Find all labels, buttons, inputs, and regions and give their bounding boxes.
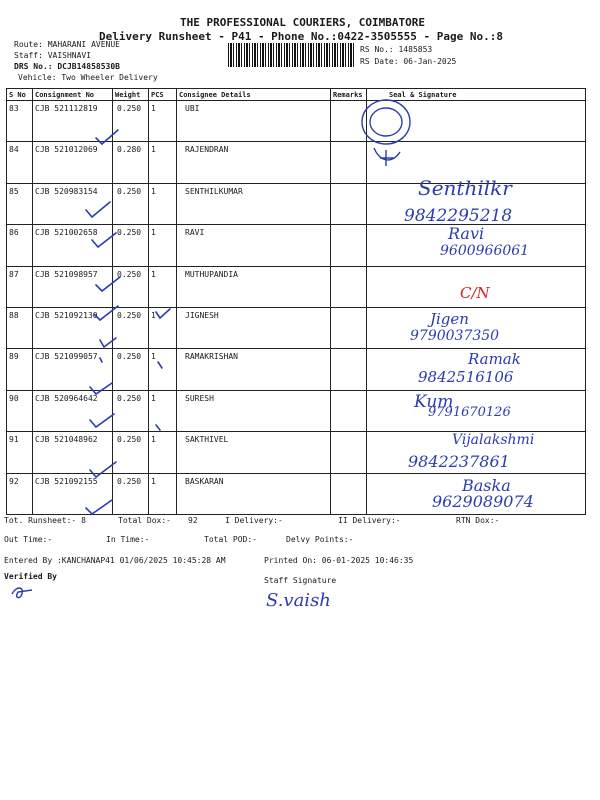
- verifier-signature: [8, 582, 38, 602]
- rs-number: RS No.: 1485853: [360, 45, 433, 54]
- staff-signature: S.vaish: [266, 590, 331, 611]
- row-sno: 88: [7, 307, 33, 348]
- phone-sakthivel: 9842237861: [408, 452, 510, 471]
- row-consignment: CJB 521092155: [33, 473, 113, 514]
- row-consignee: SENTHILKUMAR: [177, 183, 331, 224]
- row-pcs: 1: [149, 183, 177, 224]
- row-sno: 91: [7, 432, 33, 473]
- signature-sakthivel: Vijalakshmi: [452, 432, 535, 448]
- drs-number: DRS No.: DCJB14858530B: [14, 62, 120, 71]
- tot-runsheet: Tot. Runsheet:- 8: [4, 516, 86, 525]
- col-remarks: Remarks: [331, 89, 367, 101]
- entered-by: Entered By :KANCHANAP41 01/06/2025 10:45:28 AM: [4, 556, 226, 565]
- row-pcs: 1: [149, 307, 177, 348]
- check-mark: [96, 277, 120, 291]
- phone-suresh: 9791670126: [428, 405, 511, 420]
- row-weight: 0.250: [113, 432, 149, 473]
- row-consignee: RAMAKRISHAN: [177, 349, 331, 390]
- col-pcs: PCS: [149, 89, 177, 101]
- row-weight: 0.250: [113, 390, 149, 431]
- row-pcs: 1: [149, 473, 177, 514]
- row-remarks: [331, 432, 367, 473]
- row-sno: 90: [7, 390, 33, 431]
- check-mark: [156, 309, 170, 318]
- row-consignment: CJB 520964642: [33, 390, 113, 431]
- check-mark: [90, 383, 112, 394]
- row-consignment: CJB 521099057: [33, 349, 113, 390]
- row-pcs: 1: [149, 432, 177, 473]
- row-consignee: SURESH: [177, 390, 331, 431]
- printed-on: Printed On: 06-01-2025 10:46:35: [264, 556, 414, 565]
- rs-date: RS Date: 06-Jan-2025: [360, 57, 457, 66]
- row-sno: 84: [7, 142, 33, 183]
- rtn-dox: RTN Dox:-: [456, 516, 500, 525]
- staff-signature-label: Staff Signature: [264, 576, 337, 585]
- phone-jignesh: 9790037350: [410, 328, 500, 344]
- row-remarks: [331, 390, 367, 431]
- row-weight: 0.250: [113, 307, 149, 348]
- row-sno: 86: [7, 225, 33, 266]
- col-weight: Weight: [113, 89, 149, 101]
- signature-jignesh: Jigen: [430, 310, 469, 328]
- row-consignment: CJB 521098957: [33, 266, 113, 307]
- out-time: Out Time:-: [4, 535, 53, 544]
- signature-ravi: Ravi: [448, 224, 485, 243]
- col-consignee: Consignee Details: [177, 89, 331, 101]
- check-mark: [100, 338, 116, 347]
- row-consignment: CJB 520983154: [33, 183, 113, 224]
- courier-stamp: [356, 92, 416, 172]
- runsheet-title: Delivery Runsheet - P41 - Phone No.:0422-3505555 - Page No.:8: [99, 30, 503, 43]
- row-sno: 87: [7, 266, 33, 307]
- row-consignment: CJB 521048962: [33, 432, 113, 473]
- row-consignment: CJB 521092130: [33, 307, 113, 348]
- in-time: In Time:-: [106, 535, 150, 544]
- row-consignee: RAJENDRAN: [177, 142, 331, 183]
- signature-ramakrishan: Ramak: [468, 350, 521, 368]
- phone-baskaran: 9629089074: [432, 492, 534, 511]
- check-mark: [86, 500, 112, 514]
- signature-suresh: Kum: [414, 392, 454, 412]
- col-consignment: Consignment No: [33, 89, 113, 101]
- row-pcs: 1: [149, 225, 177, 266]
- row-sno: 85: [7, 183, 33, 224]
- check-mark: [100, 358, 102, 362]
- row-consignee: JIGNESH: [177, 307, 331, 348]
- check-mark: [96, 130, 118, 144]
- check-mark: [90, 414, 114, 427]
- staff-label: Staff: VAISHNAVI: [14, 51, 92, 60]
- row-weight: 0.250: [113, 349, 149, 390]
- ii-delivery: II Delivery:-: [338, 516, 401, 525]
- phone-ravi: 9600966061: [440, 243, 530, 259]
- check-mark: [92, 233, 116, 247]
- col-signature: Seal & Signature: [367, 89, 586, 101]
- row-pcs: 1: [149, 266, 177, 307]
- barcode: [228, 43, 356, 67]
- row-consignment: CJB 521002658: [33, 225, 113, 266]
- row-sno: 83: [7, 101, 33, 142]
- row-weight: 0.250: [113, 225, 149, 266]
- row-pcs: 1: [149, 349, 177, 390]
- row-consignee: MUTHUPANDIA: [177, 266, 331, 307]
- signature-baskaran: Baska: [462, 476, 511, 495]
- row-sno: 89: [7, 349, 33, 390]
- row-weight: 0.250: [113, 101, 149, 142]
- row-consignee: BASKARAN: [177, 473, 331, 514]
- row-weight: 0.250: [113, 266, 149, 307]
- check-mark: [156, 425, 160, 430]
- row-remarks: [331, 307, 367, 348]
- row-remarks: [331, 225, 367, 266]
- route-label: Route: MAHARANI AVENUE: [14, 40, 120, 49]
- check-mark: [94, 306, 118, 320]
- phone-senthil: 9842295218: [404, 206, 513, 226]
- row-sno: 92: [7, 473, 33, 514]
- row-consignee: RAVI: [177, 225, 331, 266]
- row-weight: 0.280: [113, 142, 149, 183]
- total-dox-label: Total Dox:-: [118, 516, 171, 525]
- company-name: THE PROFESSIONAL COURIERS, COIMBATORE: [180, 16, 426, 29]
- total-dox-value: 92: [188, 516, 198, 525]
- signature-senthil: Senthilkr: [418, 176, 512, 200]
- row-consignee: UBI: [177, 101, 331, 142]
- check-mark: [158, 362, 162, 368]
- check-mark: [86, 202, 110, 217]
- checkmarks: [60, 100, 180, 520]
- row-weight: 0.250: [113, 473, 149, 514]
- row-consignee: SAKTHIVEL: [177, 432, 331, 473]
- row-remarks: [331, 266, 367, 307]
- row-remarks: [331, 183, 367, 224]
- row-remarks: [331, 349, 367, 390]
- row-remarks: [331, 473, 367, 514]
- col-sno: S No: [7, 89, 33, 101]
- row-consignment: CJB 521112819: [33, 101, 113, 142]
- phone-ramakrishan: 9842516106: [418, 368, 514, 386]
- row-weight: 0.250: [113, 183, 149, 224]
- check-mark: [90, 462, 116, 477]
- row-pcs: 1: [149, 142, 177, 183]
- cn-remark: C/N: [460, 284, 490, 302]
- row-consignment: CJB 521012069: [33, 142, 113, 183]
- verified-by: Verified By: [4, 572, 57, 581]
- total-pod: Total POD:-: [204, 535, 257, 544]
- delvy-points: Delvy Points:-: [286, 535, 354, 544]
- vehicle-label: Vehicle: Two Wheeler Delivery: [18, 73, 158, 82]
- i-delivery: I Delivery:-: [225, 516, 283, 525]
- row-pcs: 1: [149, 390, 177, 431]
- row-pcs: 1: [149, 101, 177, 142]
